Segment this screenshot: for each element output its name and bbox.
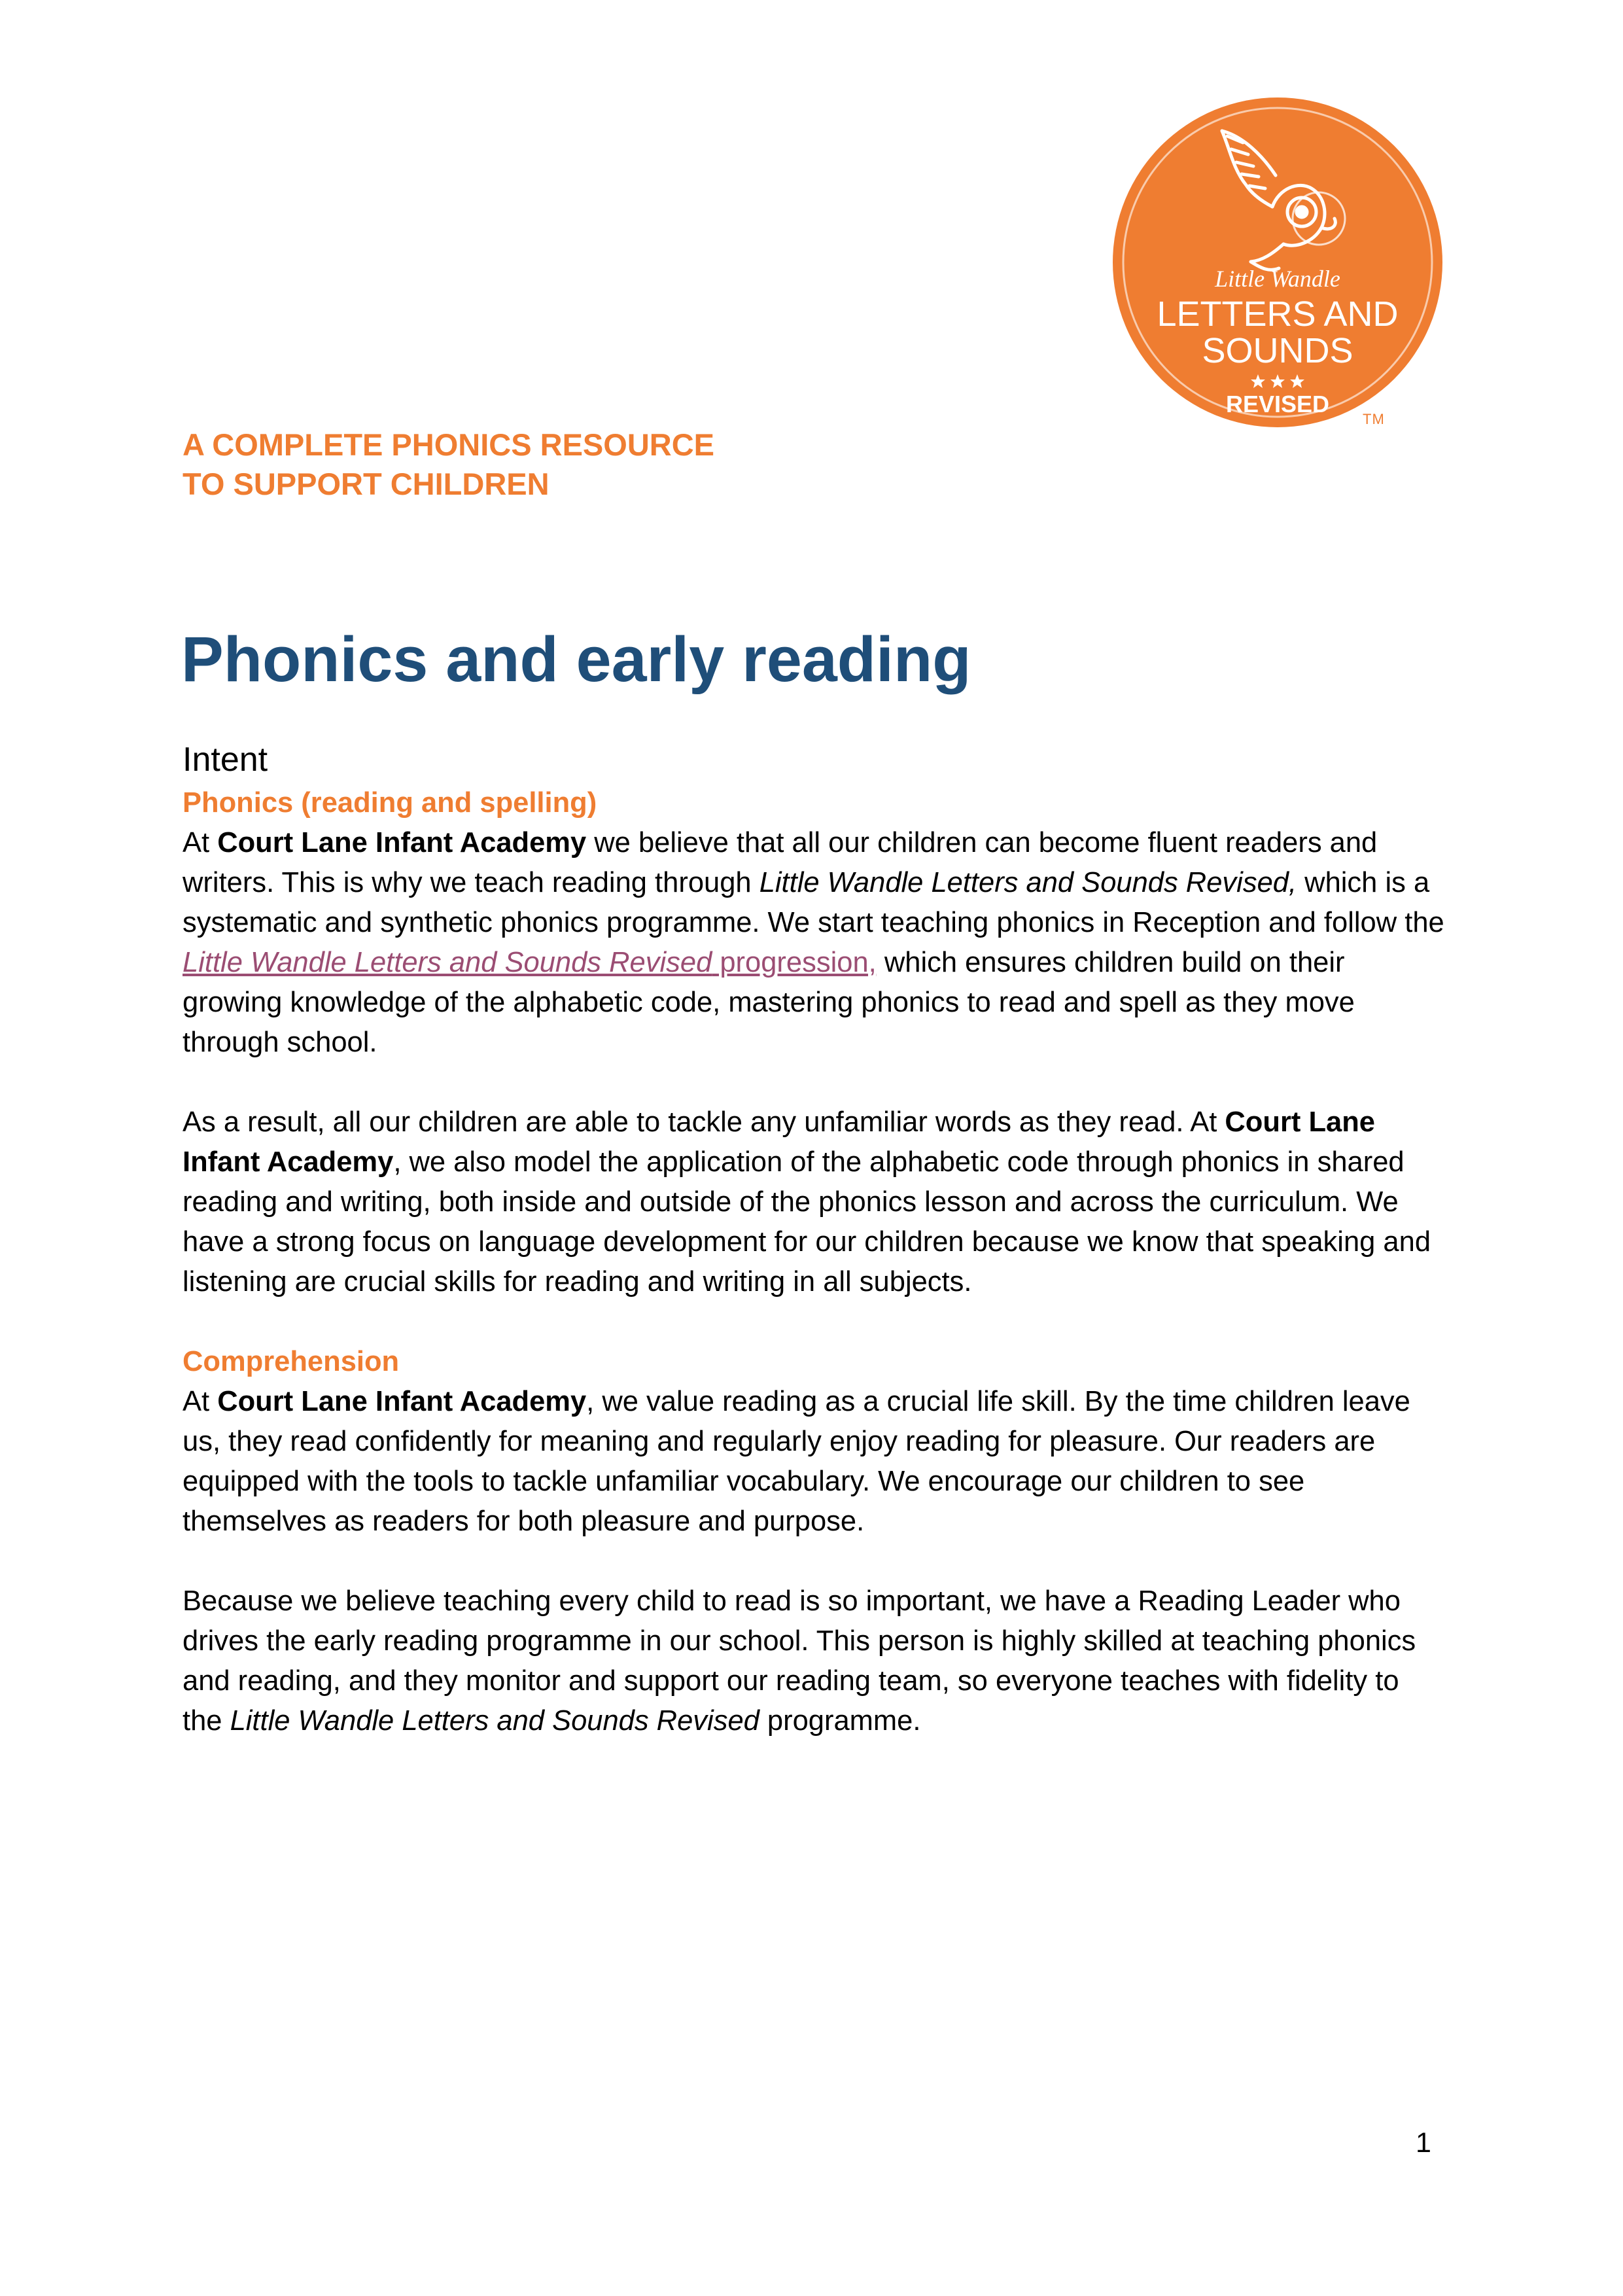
- text-run: programme.: [759, 1705, 921, 1737]
- tagline-line-2: TO SUPPORT CHILDREN: [183, 467, 550, 501]
- logo-name-line-1: LETTERS AND: [1157, 294, 1399, 334]
- text-run: which ensures children build on their growing knowledge of the alphabetic code, mastering phonics to read and spell as they move through school.: [183, 947, 1355, 1058]
- programme-name: Little Wandle Letters and Sounds Revised: [230, 1705, 759, 1737]
- section-heading-intent: Intent: [183, 741, 268, 779]
- phonics-paragraph-1: [183, 823, 1445, 1063]
- subheading-comprehension: Comprehension: [183, 1346, 400, 1377]
- text-run: , we also model the application of the alphabetic code through phonics in shared reading and writing, both inside and outside of the phonics lesson and across the curriculum. We have a strong focus on language development for our children because we know that speaking and listening are crucial skills for reading and writing in all subjects.: [183, 1146, 1431, 1298]
- subheading-phonics: Phonics (reading and spelling): [183, 787, 597, 819]
- text-run: which is a systematic and synthetic phonics programme. We start teaching phonics in Reception and follow the: [183, 867, 1444, 938]
- document-body: [183, 736, 1445, 1741]
- paragraph-spacer: [183, 1063, 1445, 1103]
- text-run: At: [183, 827, 218, 858]
- little-wandle-logo: [1112, 97, 1443, 428]
- school-name: Court Lane Infant Academy: [217, 1386, 587, 1417]
- progression-link-text[interactable]: progression,: [712, 947, 877, 978]
- progression-link-italic[interactable]: Little Wandle Letters and Sounds Revised: [183, 947, 712, 978]
- tagline-line-1: A COMPLETE PHONICS RESOURCE: [183, 427, 714, 462]
- logo-edition: REVISED: [1225, 391, 1330, 417]
- progression-link[interactable]: [183, 947, 877, 978]
- text-run: At: [183, 1386, 218, 1417]
- paragraph-spacer: [183, 1542, 1445, 1581]
- school-name: Court Lane Infant Academy: [183, 1106, 1375, 1178]
- logo-name-line-2: SOUNDS: [1202, 331, 1353, 370]
- text-run: Because we believe teaching every child to read is so important, we have a Reading Leader who drives the early reading programme in our school. This person is highly skilled at teaching phonics and reading, and they monitor and support our reading team, so everyone teaches with fidelity to the: [183, 1585, 1416, 1737]
- school-name: Court Lane Infant Academy: [217, 827, 587, 858]
- text-run: As a result, all our children are able to tackle any unfamiliar words as they read. At: [183, 1106, 1225, 1138]
- logo-brand-line: Little Wandle: [1215, 266, 1340, 292]
- comprehension-paragraph-1: [183, 1382, 1445, 1542]
- programme-name: Little Wandle Letters and Sounds Revised,: [759, 867, 1297, 898]
- page-number: 1: [1416, 2127, 1431, 2159]
- trademark-mark: TM: [1363, 411, 1385, 427]
- logo-badge: [1112, 97, 1443, 428]
- page-title: Phonics and early reading: [181, 624, 971, 695]
- phonics-paragraph-2: [183, 1103, 1445, 1302]
- paragraph-spacer: [183, 1302, 1445, 1342]
- comprehension-paragraph-2: [183, 1581, 1445, 1741]
- text-run: , we value reading as a crucial life skill. By the time children leave us, they read confidently for meaning and regularly enjoy reading for pleasure. Our readers are equipped with the tools to tackle unfamiliar vocabulary. We encourage our children to see themselves as readers for both pleasure and purpose.: [183, 1386, 1410, 1537]
- tagline: [183, 425, 968, 504]
- text-run: we believe that all our children can become fluent readers and writers. This is why we teach reading through: [183, 827, 1378, 898]
